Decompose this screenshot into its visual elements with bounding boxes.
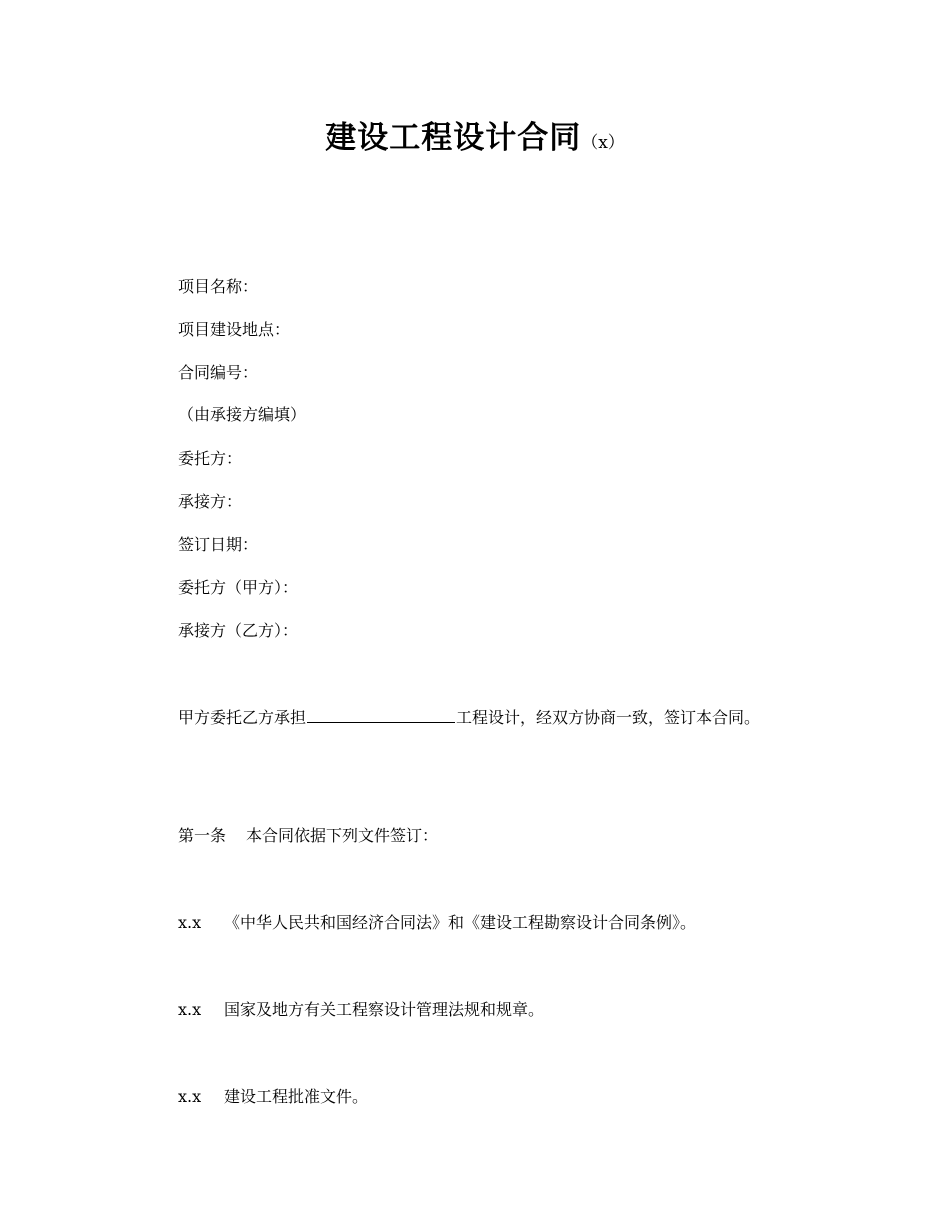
title-suffix: （x） bbox=[581, 133, 625, 153]
clause-1 bbox=[178, 912, 696, 934]
field-party-b: 承接方（乙方）： bbox=[178, 621, 299, 640]
clause-1-text: 《中华人民共和国经济合同法》和《建设工程勘察设计合同条例》。 bbox=[224, 913, 697, 932]
field-contractor: 承接方： bbox=[178, 492, 243, 511]
clause-2-text: 国家及地方有关工程察设计管理法规和规章。 bbox=[224, 1000, 545, 1019]
clause-2 bbox=[178, 999, 544, 1021]
article-1 bbox=[178, 825, 438, 847]
field-signing-date: 签订日期： bbox=[178, 535, 259, 554]
clause-1-number: x.x bbox=[178, 913, 202, 932]
clause-3 bbox=[178, 1086, 368, 1108]
clause-3-text: 建设工程批准文件。 bbox=[224, 1087, 369, 1106]
field-contract-number: 合同编号： bbox=[178, 363, 259, 382]
document-title bbox=[0, 112, 950, 157]
clause-2-number: x.x bbox=[178, 1000, 202, 1019]
article-1-text: 本合同依据下列文件签订： bbox=[246, 826, 439, 845]
clause-3-number: x.x bbox=[178, 1087, 202, 1106]
title-main: 建设工程设计合同 bbox=[325, 120, 582, 156]
field-party-a: 委托方（甲方）： bbox=[178, 578, 299, 597]
intro-before-blank: 甲方委托乙方承担 bbox=[178, 708, 307, 727]
field-project-location: 项目建设地点： bbox=[178, 320, 291, 339]
field-project-name: 项目名称： bbox=[178, 277, 259, 296]
field-contract-number-note: （由承接方编填） bbox=[178, 405, 307, 424]
intro-paragraph bbox=[178, 705, 760, 729]
project-name-blank bbox=[307, 705, 455, 723]
article-1-label: 第一条 bbox=[178, 826, 227, 845]
intro-after-blank: 工程设计，经双方协商一致，签订本合同。 bbox=[456, 708, 761, 727]
field-client: 委托方： bbox=[178, 449, 243, 468]
